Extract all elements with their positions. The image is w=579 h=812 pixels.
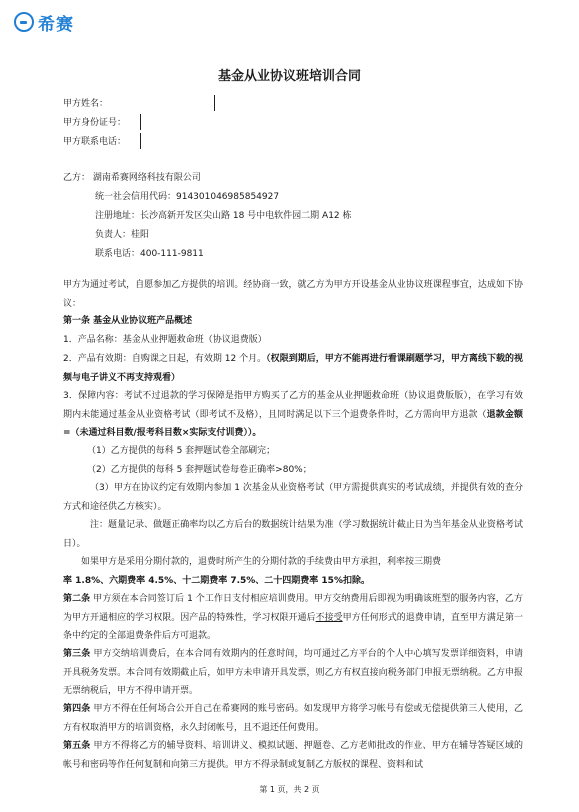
article-4 [63,700,523,737]
article-2 [63,590,523,646]
article-1-heading: 第一条 基金从业协议班产品概述 [63,316,193,326]
article-2-underlined: 不接受 [315,612,343,623]
page-footer: 第 1 页，共 2 页 [259,785,320,794]
condition-3: （3）甲方在协议约定有效期内参加 1 次基金从业资格考试（甲方需提供真实的考试成绩，并提供有效的查分方式和途径供乙方核实）。 [63,483,523,512]
condition-2: （2）乙方提供的每科 5 套押题试卷每卷正确率>80%； [87,465,312,475]
validity-paragraph [63,350,523,387]
article-3-heading: 第三条 [63,649,91,659]
guarantee-paragraph [63,387,523,443]
party-a-name-label: 甲方姓名： [63,99,109,109]
installment-paragraph: 如果甲方是采用分期付款的，退费时所产生的分期付款的手续费由甲方承担，利率按三期费 [81,557,442,567]
guarantee-text: 3．保障内容：考试不过退款的学习保障是指甲方购买了乙方的基金从业押题救命班（协议退费版版），在学习有效期内未能通过基金从业资格考试（即考试不及格），且同时满足以下三个退费条件时，乙方需向甲方退款（ [63,391,523,420]
product-name: 1．产品名称：基金从业押题救命班（协议退费版） [63,335,267,345]
party-a-phone-label: 甲方联系电话： [63,137,127,147]
validity-note: （权限到期后，甲方不能再进行看课刷题学习，甲方离线下载的视频与电子讲义不再支持观看） [63,354,523,383]
intro-paragraph: 甲方为通过考试，自愿参加乙方提供的培训。经协商一致，就乙方为甲方开设基金从业协议班课程事宜，达成如下协议： [63,280,523,309]
logo-icon [14,12,34,32]
party-b-owner: 负责人：桂阳 [95,230,150,240]
condition-1: （1）乙方提供的每科 5 套押题试卷全部刷完； [87,446,276,456]
data-note: 注：题量记录、做题正确率均以乙方后台的数据统计结果为准（学习数据统计截止日为当年基金从业资格考试日）。 [63,520,523,549]
party-a-id-label: 甲方身份证号： [63,118,127,128]
article-3-text: 甲方交纳培训费后，在本合同有效期内的任意时间，均可通过乙方平台的个人中心填写发票详细资料，申请开具税务发票。本合同有效期截止后，如甲方未申请开具发票，则乙方有权直接向税务部门申报无票纳税。乙方申报无票纳税后，甲方不得申请开票。 [63,649,523,696]
logo-text: 希赛 [38,14,74,35]
article-5-heading: 第五条 [63,741,91,751]
party-b-phone: 联系电话：400-111-9811 [95,249,204,259]
party-b-company: 乙方： 湖南希赛网络科技有限公司 [63,173,201,183]
party-b-address: 注册地址：长沙高新开发区尖山路 18 号中电软件园二期 A12 栋 [95,211,352,221]
validity-text: 2．产品有效期：自购课之日起，有效期 12 个月。 [63,354,267,364]
text-cursor [140,114,141,130]
brand-logo [14,10,74,34]
article-5-text: 甲方不得将乙方的辅导资料、培训讲义、模拟试题、押题卷、乙方老师批改的作业、甲方在辅导答疑区域的帐号和密码等作任何复制和向第三方提供。甲方不得录制或复制乙方版权的课程、资料和试 [63,741,523,770]
refund-formula: 退款金额=（未通过科目数/报考科目数×实际支付训费））。 [63,409,523,438]
text-cursor [214,95,215,111]
article-4-heading: 第四条 [63,704,91,714]
document-title: 基金从业协议班培训合同 [217,69,361,84]
article-4-text: 甲方不得在任何场合公开自己在希赛网的账号密码。如发现甲方将学习帐号有偿或无偿提供第三人使用，乙方有权取消甲方的培训资格，永久封闭帐号，且不退还任何费用。 [63,704,523,733]
article-3 [63,645,523,701]
text-cursor [140,133,141,149]
article-2-text-end: 甲方任何形式的退费申请，直至甲方满足第一条中约定的全部退费条件后方可退款。 [63,612,523,641]
article-2-text: 甲方须在本合同签订后 1 个工作日支付相应培训费用。甲方交纳费用后即视为明确该班型的服务内容，乙方为甲方开通相应的学习权限。因产品的特殊性，学习权限开通后 [63,594,523,623]
article-5 [63,737,523,774]
article-2-heading: 第二条 [63,594,91,604]
party-b-credit-code: 统一社会信用代码：914301046985854927 [95,192,280,202]
installment-rates: 率 1.8%、六期费率 4.5%、十二期费率 7.5%、二十四期费率 15%扣除。 [63,576,370,586]
